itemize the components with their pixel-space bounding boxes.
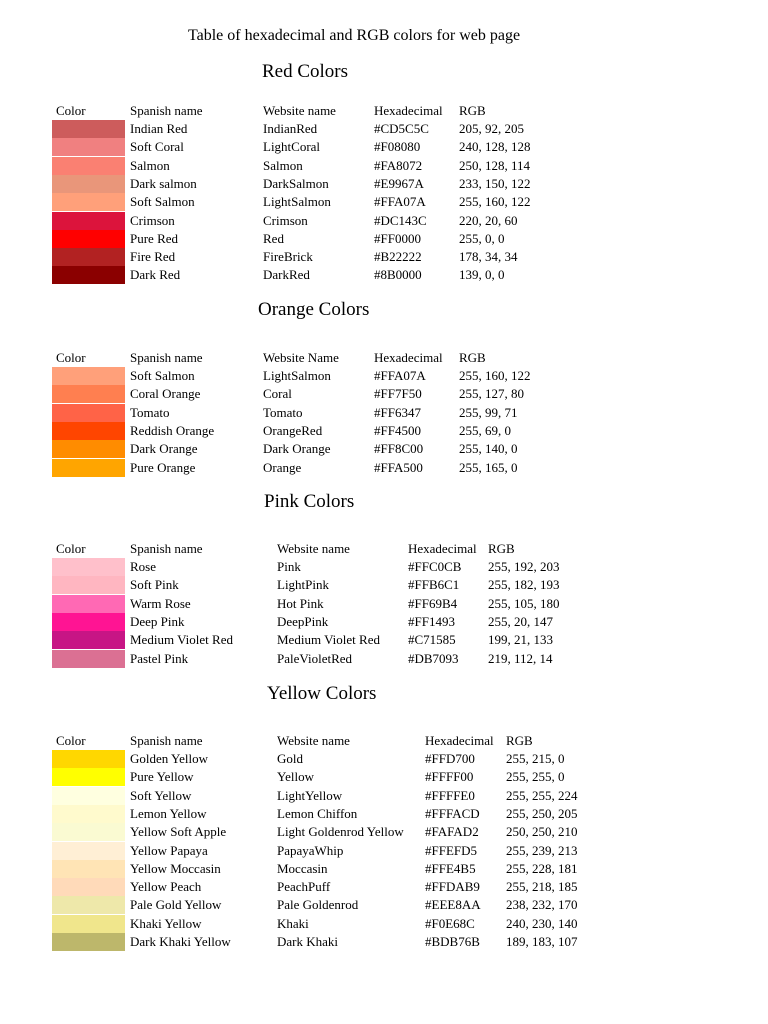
yellow-colors-section <box>0 682 768 955</box>
spanish-name-cell: Medium Violet Red <box>130 632 233 648</box>
column-header-spanish-name: Spanish name <box>130 350 203 365</box>
color-swatch <box>52 422 125 440</box>
color-swatch <box>52 878 125 896</box>
hex-cell: #FFEFD5 <box>425 842 478 858</box>
color-swatch <box>52 787 125 805</box>
spanish-name-cell: Yellow Peach <box>130 879 202 895</box>
table-row <box>0 266 768 284</box>
rgb-cell: 255, 255, 224 <box>506 787 578 803</box>
rgb-cell: 255, 127, 80 <box>459 386 524 402</box>
color-swatch <box>52 193 125 211</box>
color-swatch <box>52 896 125 914</box>
color-swatch <box>52 595 125 613</box>
website-name-cell: OrangeRed <box>263 422 323 438</box>
color-swatch <box>52 230 125 248</box>
table-row <box>0 459 768 477</box>
website-name-cell: Khaki <box>277 915 309 931</box>
hex-cell: #FFB6C1 <box>408 577 460 593</box>
hex-cell: #FFA07A <box>374 194 426 210</box>
column-header-website-name: Website name <box>263 103 336 118</box>
color-swatch <box>52 842 125 860</box>
color-swatch <box>52 266 125 284</box>
hex-cell: #FFDAB9 <box>425 879 480 895</box>
color-swatch <box>52 440 125 458</box>
spanish-name-cell: Pure Orange <box>130 459 196 475</box>
website-name-cell: Salmon <box>263 157 303 173</box>
hex-cell: #FFFF00 <box>425 769 474 785</box>
website-name-cell: DarkRed <box>263 267 310 283</box>
column-header-hexadecimal: Hexadecimal <box>408 541 477 556</box>
section-title: Red Colors <box>262 61 349 82</box>
spanish-name-cell: Indian Red <box>130 121 188 136</box>
hex-cell: #DB7093 <box>408 650 459 666</box>
spanish-name-cell: Yellow Soft Apple <box>130 824 227 840</box>
spanish-name-cell: Soft Salmon <box>130 368 195 383</box>
rgb-cell: 255, 140, 0 <box>459 441 518 457</box>
table-row <box>0 750 768 768</box>
website-name-cell: Light Goldenrod Yellow <box>277 824 404 840</box>
table-header <box>0 732 768 750</box>
color-swatch <box>52 860 125 878</box>
column-header-rgb: RGB <box>488 541 515 556</box>
website-name-cell: Hot Pink <box>277 595 324 611</box>
spanish-name-cell: Deep Pink <box>130 613 185 629</box>
column-header-hexadecimal: Hexadecimal <box>374 103 443 118</box>
color-swatch <box>52 212 125 230</box>
rgb-cell: 255, 105, 180 <box>488 595 560 611</box>
website-name-cell: DarkSalmon <box>263 175 329 191</box>
website-name-cell: LightYellow <box>277 787 343 803</box>
rgb-cell: 205, 92, 205 <box>459 121 524 136</box>
hex-cell: #F08080 <box>374 139 421 155</box>
hex-cell: #E9967A <box>374 175 424 191</box>
color-swatch <box>52 915 125 933</box>
table-header <box>0 349 768 367</box>
rgb-cell: 255, 160, 122 <box>459 368 531 383</box>
table-row <box>0 650 768 668</box>
spanish-name-cell: Soft Pink <box>130 577 179 593</box>
table-row <box>0 193 768 211</box>
hex-cell: #BDB76B <box>425 934 480 949</box>
rgb-cell: 255, 218, 185 <box>506 879 578 895</box>
table-row <box>0 768 768 786</box>
spanish-name-cell: Fire Red <box>130 249 176 265</box>
website-name-cell: PaleVioletRed <box>277 650 353 666</box>
website-name-cell: Coral <box>263 386 292 402</box>
color-swatch <box>52 768 125 786</box>
table-row <box>0 422 768 440</box>
hex-cell: #CD5C5C <box>374 121 429 136</box>
hex-cell: #C71585 <box>408 632 456 648</box>
rgb-cell: 240, 230, 140 <box>506 915 578 931</box>
table-row <box>0 385 768 403</box>
spanish-name-cell: Warm Rose <box>130 595 191 611</box>
website-name-cell: Pale Goldenrod <box>277 897 359 913</box>
spanish-name-cell: Crimson <box>130 212 175 228</box>
hex-cell: #FF4500 <box>374 422 421 438</box>
table-row <box>0 212 768 230</box>
table-row <box>0 787 768 805</box>
table-row <box>0 896 768 914</box>
table-row <box>0 860 768 878</box>
column-header-color: Color <box>56 733 86 748</box>
table-row <box>0 230 768 248</box>
rgb-cell: 238, 232, 170 <box>506 897 578 913</box>
spanish-name-cell: Coral Orange <box>130 386 201 402</box>
color-swatch <box>52 120 125 138</box>
section-title: Orange Colors <box>258 299 370 320</box>
hex-cell: #FFC0CB <box>408 559 462 574</box>
table-row <box>0 138 768 156</box>
rgb-cell: 255, 182, 193 <box>488 577 560 593</box>
rgb-cell: 255, 0, 0 <box>459 230 505 246</box>
spanish-name-cell: Soft Coral <box>130 139 184 155</box>
section-title: Yellow Colors <box>267 683 377 704</box>
hex-cell: #FFFFE0 <box>425 787 475 803</box>
website-name-cell: IndianRed <box>263 121 318 136</box>
hex-cell: #FF6347 <box>374 404 421 420</box>
website-name-cell: Medium Violet Red <box>277 632 380 648</box>
rgb-cell: 139, 0, 0 <box>459 267 505 283</box>
table-header <box>0 102 768 120</box>
spanish-name-cell: Salmon <box>130 157 170 173</box>
color-swatch <box>52 138 125 156</box>
hex-cell: #FF0000 <box>374 230 421 246</box>
color-swatch <box>52 459 125 477</box>
rgb-cell: 189, 183, 107 <box>506 934 578 949</box>
website-name-cell: Pink <box>277 559 301 574</box>
spanish-name-cell: Soft Yellow <box>130 787 192 803</box>
spanish-name-cell: Pastel Pink <box>130 650 189 666</box>
rgb-cell: 255, 215, 0 <box>506 751 565 766</box>
hex-cell: #FAFAD2 <box>425 824 479 840</box>
hex-cell: #FFA07A <box>374 368 426 383</box>
spanish-name-cell: Yellow Papaya <box>130 842 208 858</box>
rgb-cell: 233, 150, 122 <box>459 175 531 191</box>
color-swatch <box>52 367 125 385</box>
hex-cell: #FF8C00 <box>374 441 424 457</box>
rgb-cell: 255, 255, 0 <box>506 769 565 785</box>
website-name-cell: Dark Khaki <box>277 934 339 949</box>
table-row <box>0 631 768 649</box>
color-swatch <box>52 750 125 768</box>
orange-colors-section <box>0 298 768 481</box>
hex-cell: #FF69B4 <box>408 595 458 611</box>
color-swatch <box>52 385 125 403</box>
table-row <box>0 805 768 823</box>
rgb-cell: 178, 34, 34 <box>459 249 518 265</box>
website-name-cell: Red <box>263 230 284 246</box>
hex-cell: #FFD700 <box>425 751 475 766</box>
color-swatch <box>52 933 125 951</box>
rgb-cell: 255, 160, 122 <box>459 194 531 210</box>
red-colors-section <box>0 60 768 289</box>
table-row <box>0 157 768 175</box>
rgb-cell: 255, 165, 0 <box>459 459 518 475</box>
rgb-cell: 240, 128, 128 <box>459 139 531 155</box>
table-row <box>0 878 768 896</box>
table-row <box>0 440 768 458</box>
rgb-cell: 255, 228, 181 <box>506 860 578 876</box>
table-row <box>0 576 768 594</box>
column-header-rgb: RGB <box>506 733 533 748</box>
column-header-hexadecimal: Hexadecimal <box>425 733 494 748</box>
spanish-name-cell: Dark Khaki Yellow <box>130 934 231 949</box>
spanish-name-cell: Golden Yellow <box>130 751 209 766</box>
table-header <box>0 540 768 558</box>
spanish-name-cell: Dark Orange <box>130 441 198 457</box>
website-name-cell: Yellow <box>277 769 314 785</box>
spanish-name-cell: Yellow Moccasin <box>130 860 221 876</box>
table-row <box>0 933 768 951</box>
color-swatch <box>52 404 125 422</box>
color-swatch <box>52 558 125 576</box>
page-title: Table of hexadecimal and RGB colors for web page <box>187 27 521 44</box>
column-header-rgb: RGB <box>459 350 486 365</box>
website-name-cell: Moccasin <box>277 860 328 876</box>
hex-cell: #B22222 <box>374 249 422 265</box>
website-name-cell: LightSalmon <box>263 368 331 383</box>
rgb-cell: 255, 99, 71 <box>459 404 518 420</box>
column-header-spanish-name: Spanish name <box>130 103 203 118</box>
rgb-cell: 255, 20, 147 <box>488 613 553 629</box>
spanish-name-cell: Pale Gold Yellow <box>130 897 222 913</box>
rgb-cell: 255, 250, 205 <box>506 805 578 821</box>
column-header-color: Color <box>56 541 86 556</box>
hex-cell: #FA8072 <box>374 157 423 173</box>
hex-cell: #FFE4B5 <box>425 860 476 876</box>
table-row <box>0 404 768 422</box>
color-swatch <box>52 157 125 175</box>
column-header-rgb: RGB <box>459 103 486 118</box>
table-row <box>0 595 768 613</box>
section-title: Pink Colors <box>264 491 355 512</box>
table-row <box>0 248 768 266</box>
table-row <box>0 367 768 385</box>
hex-cell: #FFA500 <box>374 459 423 475</box>
color-swatch <box>52 613 125 631</box>
spanish-name-cell: Rose <box>130 559 156 574</box>
table-row <box>0 558 768 576</box>
website-name-cell: Lemon Chiffon <box>277 805 358 821</box>
website-name-cell: Tomato <box>263 404 303 420</box>
spanish-name-cell: Lemon Yellow <box>130 805 207 821</box>
color-swatch <box>52 650 125 668</box>
column-header-spanish-name: Spanish name <box>130 541 203 556</box>
website-name-cell: DeepPink <box>277 613 329 629</box>
color-swatch <box>52 576 125 594</box>
website-name-cell: PapayaWhip <box>277 842 344 858</box>
website-name-cell: FireBrick <box>263 249 313 265</box>
rgb-cell: 250, 128, 114 <box>459 157 531 173</box>
rgb-cell: 199, 21, 133 <box>488 632 553 648</box>
table-row <box>0 823 768 841</box>
column-header-website-name: Website Name <box>263 350 339 365</box>
spanish-name-cell: Dark salmon <box>130 175 197 191</box>
website-name-cell: Gold <box>277 751 303 766</box>
rgb-cell: 255, 192, 203 <box>488 559 560 574</box>
color-swatch <box>52 823 125 841</box>
column-header-hexadecimal: Hexadecimal <box>374 350 443 365</box>
spanish-name-cell: Reddish Orange <box>130 422 215 438</box>
column-header-color: Color <box>56 103 86 118</box>
hex-cell: #FF1493 <box>408 613 455 629</box>
website-name-cell: Crimson <box>263 212 308 228</box>
rgb-cell: 220, 20, 60 <box>459 212 518 228</box>
table-row <box>0 120 768 138</box>
rgb-cell: 255, 69, 0 <box>459 422 511 438</box>
spanish-name-cell: Dark Red <box>130 267 181 283</box>
column-header-website-name: Website name <box>277 733 350 748</box>
hex-cell: #F0E68C <box>425 915 475 931</box>
hex-cell: #FFFACD <box>425 805 480 821</box>
pink-colors-section <box>0 490 768 672</box>
spanish-name-cell: Pure Yellow <box>130 769 194 785</box>
rgb-cell: 250, 250, 210 <box>506 824 578 840</box>
column-header-website-name: Website name <box>277 541 350 556</box>
website-name-cell: LightSalmon <box>263 194 331 210</box>
website-name-cell: Orange <box>263 459 302 475</box>
hex-cell: #EEE8AA <box>425 897 481 913</box>
color-swatch <box>52 248 125 266</box>
table-row <box>0 915 768 933</box>
column-header-spanish-name: Spanish name <box>130 733 203 748</box>
website-name-cell: Dark Orange <box>263 441 331 457</box>
table-row <box>0 613 768 631</box>
rgb-cell: 255, 239, 213 <box>506 842 578 858</box>
spanish-name-cell: Khaki Yellow <box>130 915 202 931</box>
spanish-name-cell: Tomato <box>130 404 170 420</box>
spanish-name-cell: Soft Salmon <box>130 194 195 210</box>
hex-cell: #FF7F50 <box>374 386 422 402</box>
color-swatch <box>52 175 125 193</box>
rgb-cell: 219, 112, 14 <box>488 650 553 666</box>
hex-cell: #8B0000 <box>374 267 422 283</box>
color-swatch <box>52 631 125 649</box>
table-row <box>0 175 768 193</box>
website-name-cell: PeachPuff <box>277 879 331 895</box>
website-name-cell: LightCoral <box>263 139 321 155</box>
website-name-cell: LightPink <box>277 577 330 593</box>
hex-cell: #DC143C <box>374 212 427 228</box>
spanish-name-cell: Pure Red <box>130 230 179 246</box>
table-row <box>0 842 768 860</box>
column-header-color: Color <box>56 350 86 365</box>
color-swatch <box>52 805 125 823</box>
